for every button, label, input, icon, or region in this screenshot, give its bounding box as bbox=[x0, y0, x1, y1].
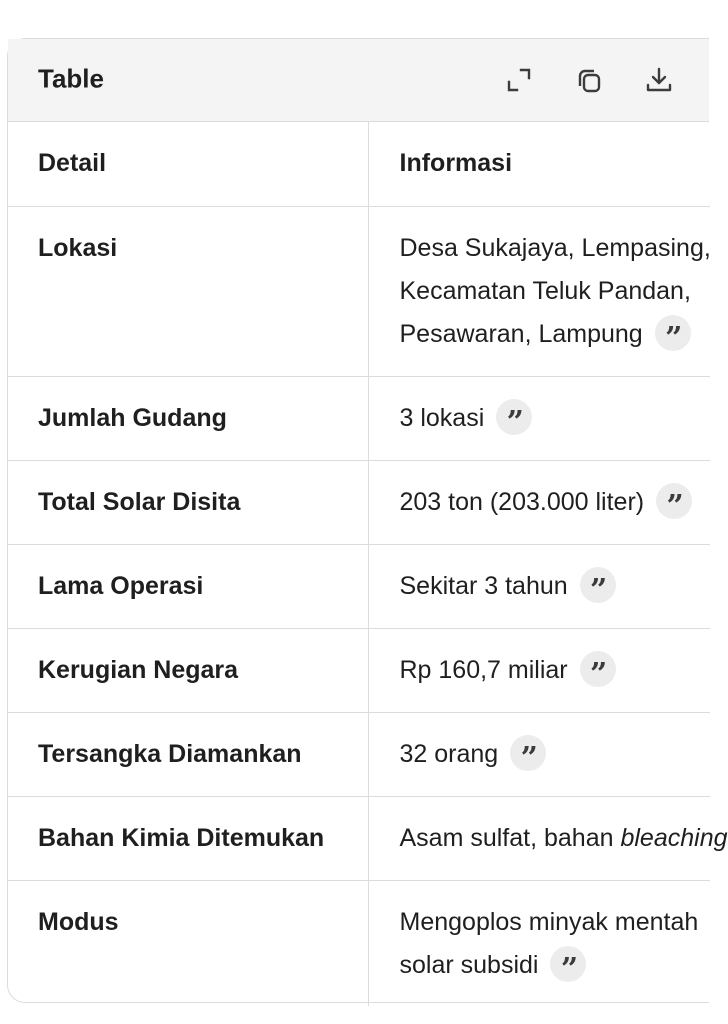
row-label: Lokasi bbox=[38, 233, 118, 262]
value-italic: bleaching bbox=[620, 823, 728, 852]
quote-glyph: ” bbox=[590, 656, 606, 692]
data-table bbox=[8, 122, 728, 1006]
download-icon[interactable] bbox=[642, 63, 676, 97]
quote-glyph: ” bbox=[666, 488, 682, 524]
row-label: Jumlah Gudang bbox=[38, 403, 227, 432]
value-line: Rp 160,7 miliar bbox=[399, 655, 568, 684]
citation-quote-icon[interactable] bbox=[655, 315, 691, 356]
row-label: Tersangka Diamankan bbox=[38, 739, 302, 768]
table-row bbox=[8, 206, 710, 376]
row-value-cell bbox=[368, 796, 728, 880]
row-value-cell bbox=[368, 206, 710, 376]
citation-quote-icon[interactable] bbox=[656, 483, 692, 524]
citation-quote-icon[interactable] bbox=[496, 399, 532, 440]
citation-quote-icon[interactable] bbox=[510, 735, 546, 776]
row-value-cell bbox=[368, 376, 710, 460]
row-label-cell bbox=[8, 796, 368, 880]
card-title: Table bbox=[38, 63, 104, 94]
row-label: Bahan Kimia Ditemukan bbox=[38, 823, 325, 852]
header-informasi: Informasi bbox=[399, 149, 513, 177]
table-card-header bbox=[8, 39, 709, 122]
row-value bbox=[400, 377, 711, 440]
citation-quote-icon[interactable] bbox=[550, 946, 586, 987]
quote-glyph: ” bbox=[506, 404, 522, 440]
header-cell-detail bbox=[8, 122, 368, 206]
table-row bbox=[8, 712, 710, 796]
quote-glyph: ” bbox=[520, 740, 536, 776]
row-value-cell bbox=[368, 880, 710, 1006]
value-line: Pesawaran, Lampung bbox=[399, 319, 643, 348]
table-row bbox=[8, 376, 710, 460]
row-value-cell bbox=[368, 460, 710, 544]
row-value bbox=[399, 797, 728, 860]
value-line: 32 orang bbox=[399, 739, 499, 768]
expand-icon[interactable] bbox=[502, 63, 536, 97]
quote-glyph: ” bbox=[590, 572, 606, 608]
row-label-cell bbox=[8, 376, 368, 460]
quote-glyph: ” bbox=[560, 951, 577, 987]
table-row bbox=[8, 460, 710, 544]
value-line: Desa Sukajaya, Lempasing, bbox=[399, 233, 711, 262]
header-detail: Detail bbox=[38, 149, 107, 177]
row-label: Modus bbox=[38, 907, 119, 936]
value-line: Sekitar 3 tahun bbox=[399, 571, 568, 600]
table-header-row bbox=[8, 122, 710, 206]
row-label-cell bbox=[8, 460, 368, 544]
value-line: Asam sulfat, bahan bbox=[399, 823, 621, 852]
table-row bbox=[8, 796, 710, 880]
row-value-cell bbox=[368, 628, 710, 712]
row-label-cell bbox=[8, 712, 368, 796]
copy-icon[interactable] bbox=[572, 63, 606, 97]
table-row bbox=[8, 544, 710, 628]
row-value bbox=[400, 461, 711, 524]
value-line: 3 lokasi bbox=[399, 403, 485, 432]
row-value bbox=[400, 881, 711, 987]
value-line: solar subsidi bbox=[399, 950, 539, 979]
row-label: Total Solar Disita bbox=[38, 487, 241, 516]
row-value-cell bbox=[368, 544, 710, 628]
row-label: Kerugian Negara bbox=[38, 655, 239, 684]
row-label: Lama Operasi bbox=[38, 571, 204, 600]
row-value bbox=[400, 207, 711, 356]
value-line: Mengoplos minyak mentah bbox=[399, 907, 699, 936]
row-label-cell bbox=[8, 206, 368, 376]
row-value bbox=[400, 545, 711, 608]
row-label-cell bbox=[8, 544, 368, 628]
value-line: 203 ton (203.000 liter) bbox=[399, 487, 645, 516]
row-label-cell bbox=[8, 628, 368, 712]
row-label-cell bbox=[8, 880, 368, 1006]
quote-glyph: ” bbox=[665, 320, 681, 356]
row-value bbox=[400, 713, 711, 776]
table-card bbox=[7, 38, 728, 1003]
table-row bbox=[8, 880, 710, 1006]
citation-quote-icon[interactable] bbox=[580, 651, 616, 692]
row-value bbox=[400, 629, 711, 692]
row-value-cell bbox=[368, 712, 710, 796]
table-row bbox=[8, 628, 710, 712]
value-line: Kecamatan Teluk Pandan, bbox=[399, 276, 691, 305]
header-cell-informasi bbox=[368, 122, 710, 206]
citation-quote-icon[interactable] bbox=[580, 567, 616, 608]
